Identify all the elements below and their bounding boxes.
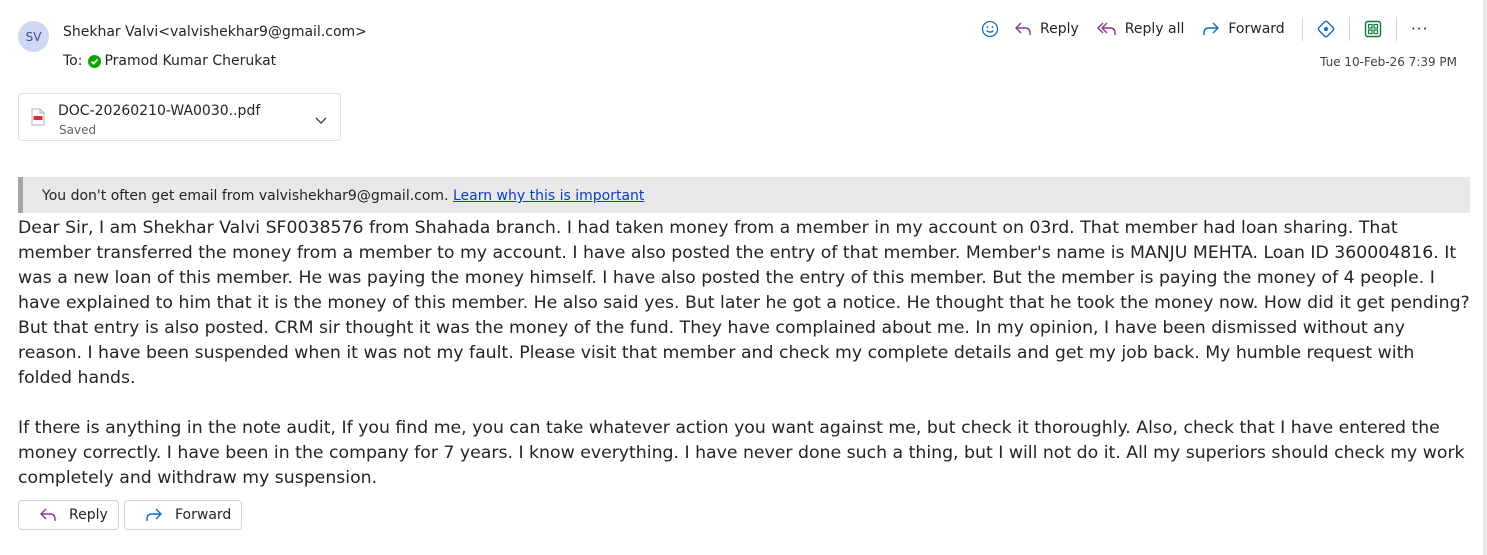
received-date: Tue 10-Feb-26 7:39 PM bbox=[1320, 55, 1457, 69]
avatar[interactable]: SV bbox=[18, 21, 49, 52]
sender-email[interactable]: <valvishekhar9@gmail.com> bbox=[158, 24, 367, 40]
external-sender-warning bbox=[18, 177, 1470, 213]
message-body bbox=[18, 216, 1473, 516]
chevron-down-icon[interactable] bbox=[314, 111, 328, 130]
more-options-icon[interactable]: ··· bbox=[1411, 20, 1429, 38]
forward-icon bbox=[145, 507, 163, 523]
learn-why-link[interactable]: Learn why this is important bbox=[452, 188, 645, 204]
to-label: To: bbox=[63, 53, 83, 69]
reply-all-icon bbox=[1097, 21, 1117, 37]
pdf-file-icon bbox=[31, 108, 45, 130]
attachment-card[interactable] bbox=[18, 93, 341, 141]
apps-icon[interactable] bbox=[1358, 14, 1388, 44]
forward-label: Forward bbox=[1228, 21, 1285, 37]
body-paragraph: Dear Sir, I am Shekhar Valvi SF0038576 from Shahada branch. I had taken money from a member in my account on 03rd. That member had loan sharing. That member transferred the money from a member to my account. I have also posted the entry of that member. Member's name is MANJU MEHTA. Loan ID 360004816. It was a new loan of this member. He was paying the money himself. I have also posted the entry of this member. But the member is paying the money of 4 people. I have explained to him that it is the money of this member. He also said yes. But later he got a notice. He thought that he took the money now. How did it get pending? But that entry is also posted. CRM sir thought it was the money of the fund. They have complained about me. In my opinion, I have been dismissed without any reason. I have been suspended when it was not my fault. Please visit that member and check my complete details and get my job back. My humble request with folded hands. bbox=[18, 218, 1470, 388]
reply-button[interactable] bbox=[1005, 14, 1088, 44]
recipient-line bbox=[63, 53, 276, 69]
reply-icon bbox=[39, 507, 57, 523]
presence-available-icon bbox=[88, 55, 101, 68]
reply-icon bbox=[1014, 21, 1032, 37]
forward-button[interactable] bbox=[1193, 14, 1293, 44]
toolbar-divider bbox=[1302, 17, 1303, 41]
footer-reply-button[interactable] bbox=[18, 500, 119, 530]
footer-forward-button[interactable] bbox=[124, 500, 242, 530]
reply-label: Reply bbox=[1040, 21, 1079, 37]
forward-icon bbox=[1202, 21, 1220, 37]
window-edge bbox=[1483, 0, 1487, 555]
reply-all-button[interactable] bbox=[1088, 14, 1194, 44]
sender-line[interactable] bbox=[63, 24, 367, 40]
toolbar-divider-3 bbox=[1396, 17, 1397, 41]
attachment-status: Saved bbox=[59, 123, 97, 137]
toolbar-divider-2 bbox=[1349, 17, 1350, 41]
viva-insights-icon[interactable] bbox=[1311, 14, 1341, 44]
footer-forward-label: Forward bbox=[175, 507, 232, 523]
footer-actions bbox=[18, 500, 247, 530]
emoji-icon[interactable] bbox=[975, 14, 1005, 44]
footer-reply-label: Reply bbox=[69, 507, 108, 523]
body-paragraph: If there is anything in the note audit, If you find me, you can take whatever action you want against me, but check it thoroughly. Also, check that I have entered the money correctly. I have been in the company for 7 years. I know everything. I have never done such a thing, but I will not do it. All my superiors should check my work completely and withdraw my suspension. bbox=[18, 418, 1465, 488]
recipient-name[interactable]: Pramod Kumar Cherukat bbox=[104, 53, 277, 69]
warning-text: You don't often get email from valvishekhar9@gmail.com. bbox=[42, 188, 449, 204]
sender-name[interactable]: Shekhar Valvi bbox=[63, 24, 159, 40]
reply-all-label: Reply all bbox=[1124, 21, 1185, 37]
attachment-name: DOC-20260210-WA0030..pdf bbox=[58, 103, 261, 119]
message-toolbar bbox=[975, 14, 1435, 44]
